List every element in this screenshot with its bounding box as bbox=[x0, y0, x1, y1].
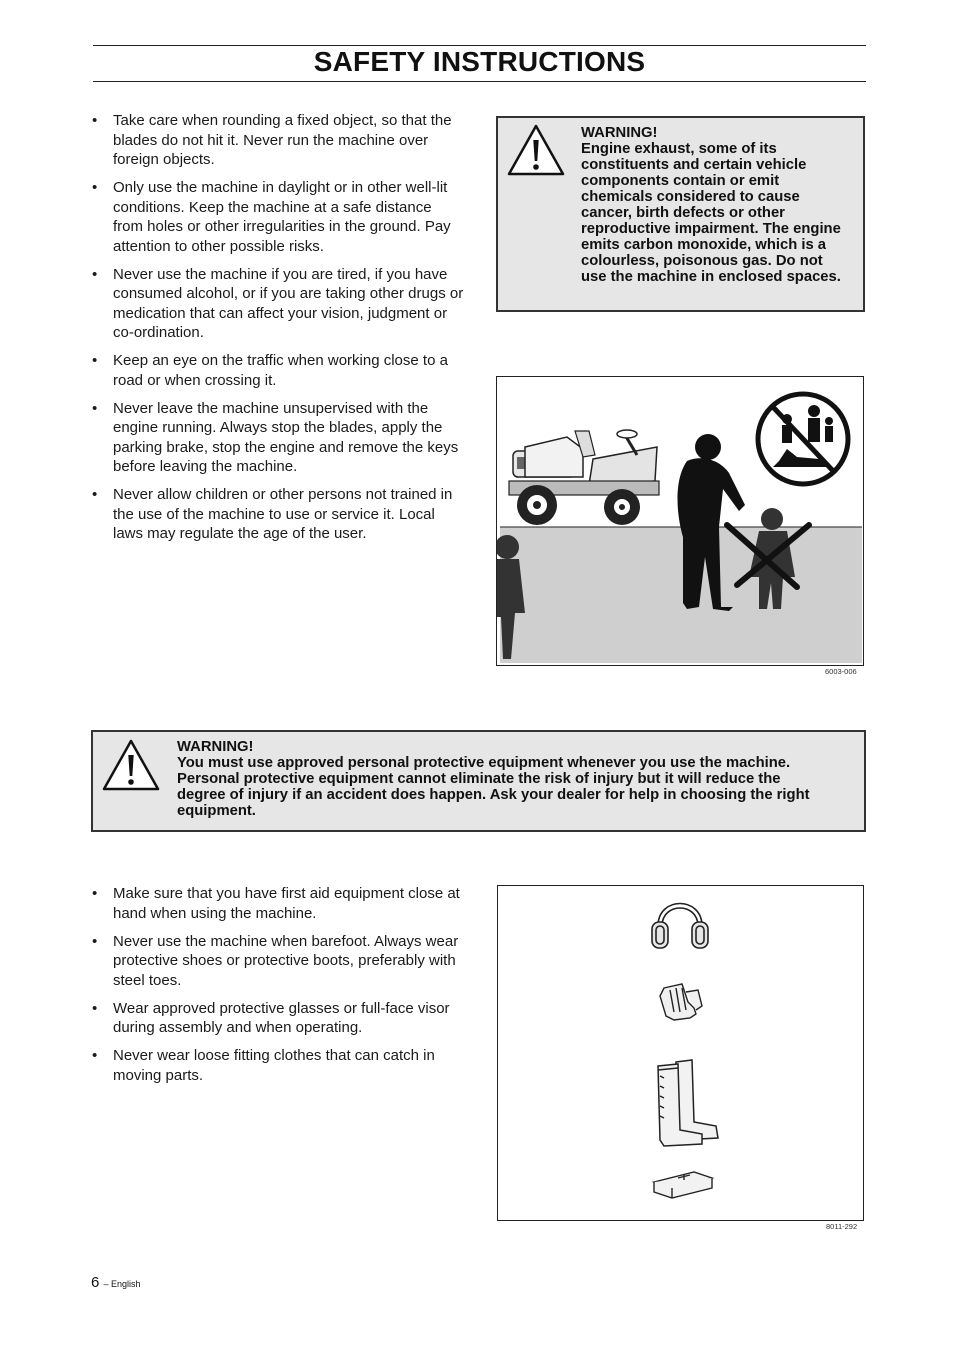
list-item: • Take care when rounding a fixed object, so that the blades do not hit it. Never run the machine over foreign objects. bbox=[92, 111, 464, 170]
no-children-prohibition-icon bbox=[758, 394, 848, 484]
list-item: • Only use the machine in daylight or in other well-lit conditions. Keep the machine at a safe distance from holes or other irregularities in the ground. Pay attention to other possible risks. bbox=[92, 178, 464, 256]
ppe-warning-box bbox=[91, 730, 866, 832]
boots-icon bbox=[658, 1060, 718, 1146]
ppe-warning-text bbox=[177, 739, 812, 819]
list-item: • Never use the machine if you are tired, if you have consumed alcohol, or if you are taking other drugs or medication that can affect your vision, judgment or co-ordination. bbox=[92, 265, 464, 343]
figure-code: 8011-292 bbox=[826, 1222, 858, 1231]
ppe-svg bbox=[498, 886, 864, 1221]
first-aid-kit-icon bbox=[654, 1172, 712, 1198]
list-item: • Never wear loose fitting clothes that can catch in moving parts. bbox=[92, 1046, 464, 1085]
children-prohibited-illustration bbox=[496, 376, 864, 666]
top-bullet-list bbox=[92, 111, 464, 552]
figure-code: 6003-006 bbox=[825, 667, 857, 676]
warning-triangle-icon bbox=[506, 123, 566, 177]
gloves-icon bbox=[660, 984, 702, 1020]
footer-language: – English bbox=[103, 1279, 141, 1289]
list-item: • Never use the machine when barefoot. Always wear protective shoes or protective boots, preferably with steel toes. bbox=[92, 932, 464, 991]
bottom-bullet-list bbox=[92, 884, 464, 1094]
list-item: • Never leave the machine unsupervised with the engine running. Always stop the blades, apply the parking brake, stop the engine and remove the keys before leaving the machine. bbox=[92, 399, 464, 477]
page-footer bbox=[91, 1274, 141, 1291]
page-title: SAFETY INSTRUCTIONS bbox=[313, 46, 646, 77]
warning-heading: WARNING! bbox=[581, 125, 658, 141]
warning-heading: WARNING! bbox=[177, 739, 254, 755]
exhaust-warning-box bbox=[496, 116, 865, 312]
warning-triangle-icon bbox=[101, 738, 161, 792]
page-number: 6 bbox=[91, 1274, 100, 1291]
header-rule-bottom bbox=[93, 81, 866, 82]
warning-body: You must use approved personal protective equipment whenever you use the machine. Personal protective equipment cannot eliminate the risk of injury but it will reduce the degree of injury if an accident does happen. Ask your dealer for help in choosing the right equipment. bbox=[177, 755, 810, 819]
list-item: • Wear approved protective glasses or full-face visor during assembly and when operating. bbox=[92, 999, 464, 1038]
list-item: • Never allow children or other persons not trained in the use of the machine to use or service it. Local laws may regulate the age of the user. bbox=[92, 485, 464, 544]
exhaust-warning-text bbox=[581, 125, 851, 285]
list-item: • Make sure that you have first aid equipment close at hand when using the machine. bbox=[92, 884, 464, 923]
list-item: • Keep an eye on the traffic when working close to a road or when crossing it. bbox=[92, 351, 464, 390]
ear-protection-icon bbox=[652, 904, 708, 949]
ppe-equipment-illustration bbox=[497, 885, 864, 1221]
warning-body: Engine exhaust, some of its constituents and certain vehicle components contain or emit chemicals considered to cause cancer, birth defects or other reproductive impairment. The engine emits carbon monoxide, which is a colourless, poisonous gas. Do not use the machine in enclosed spaces. bbox=[581, 141, 841, 285]
illustration-svg bbox=[497, 377, 864, 666]
